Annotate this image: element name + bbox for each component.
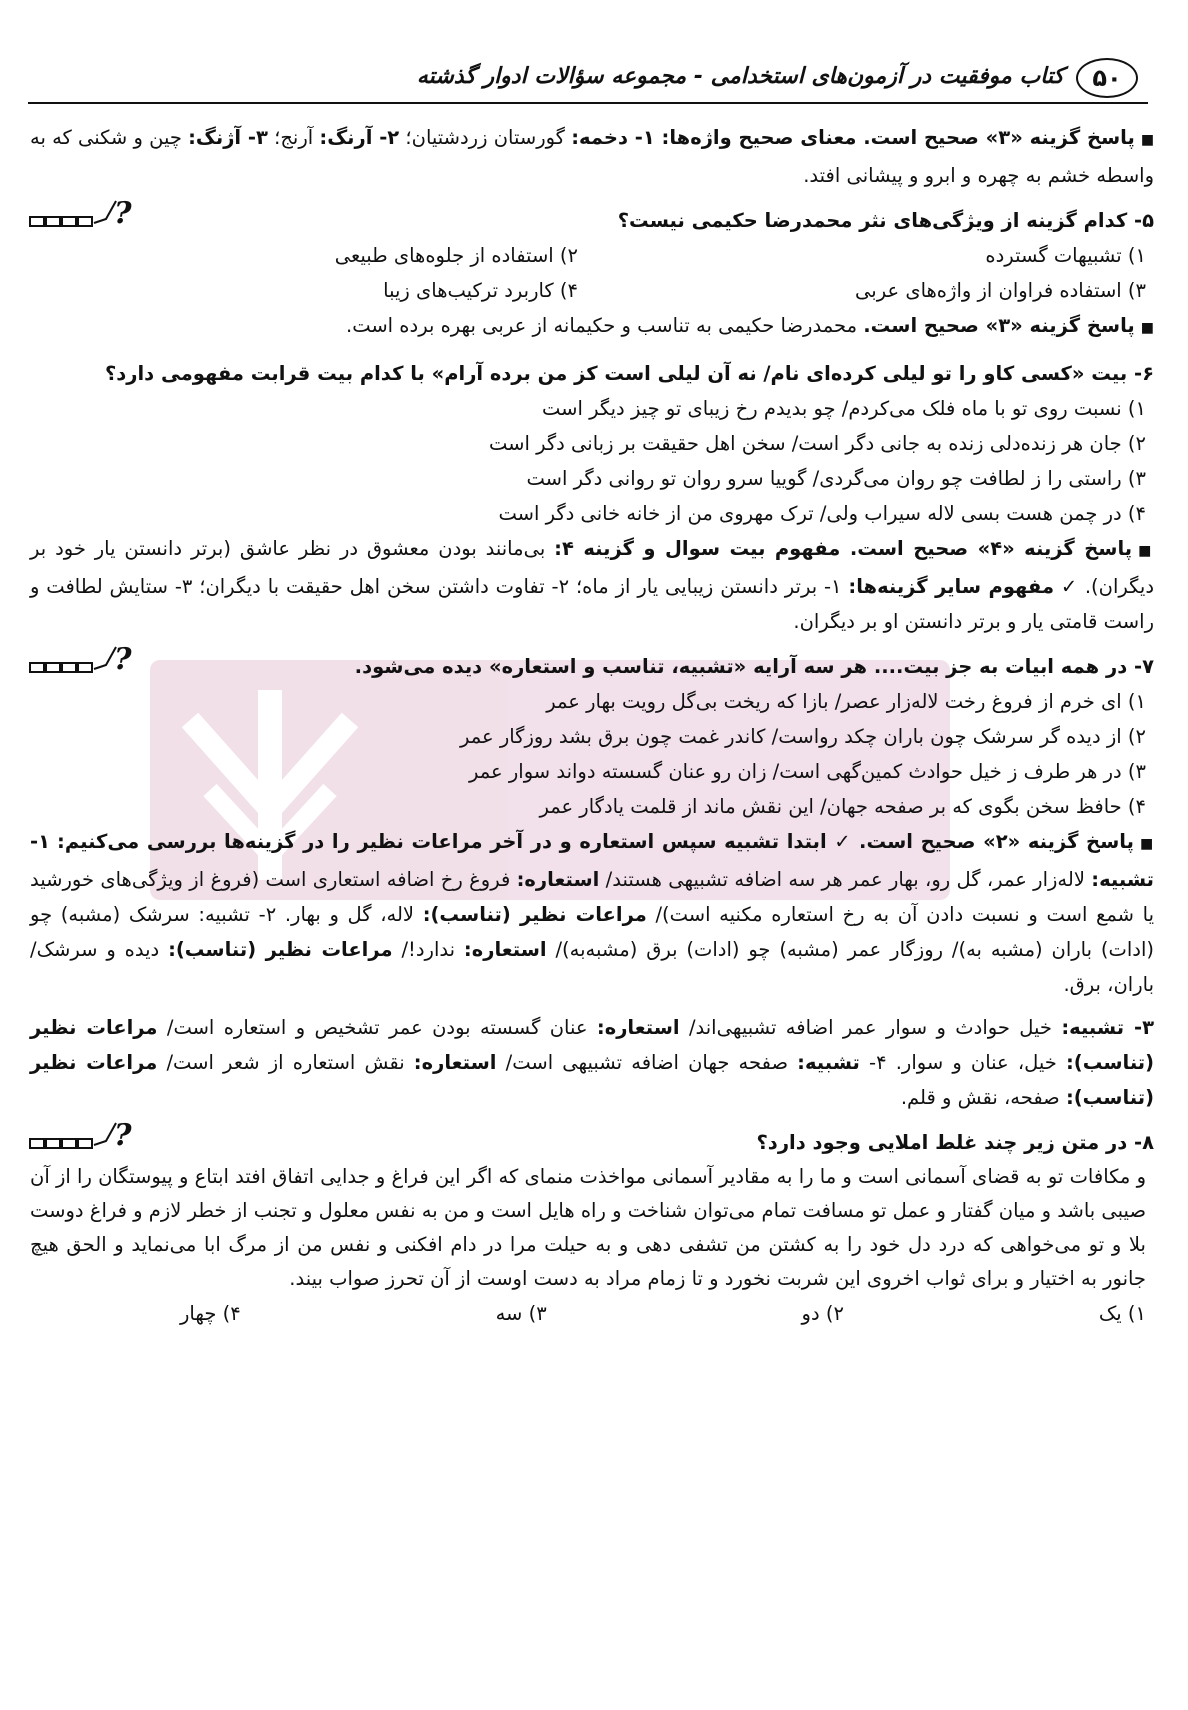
answer-term: استعاره: [516, 868, 600, 891]
question-text: ۸- در متن زیر چند غلط املایی وجود دارد؟ [756, 1131, 1154, 1154]
answer-term: ۱- تشبیه: [30, 830, 1155, 891]
answer-text: آرنج؛ [274, 126, 314, 149]
option-2[interactable]: ۲) دو [801, 1302, 844, 1325]
question-8-options [30, 1296, 1154, 1331]
option-4[interactable]: ۴) کاربرد ترکیب‌های زیبا [383, 279, 578, 302]
option-3[interactable]: ۳) راستی را ز لطافت چو روان می‌گردی/ گوییا سرو روان تو روانی دگر است [526, 467, 1146, 490]
answer-text: چین و شکنی که به واسطه خشم به چهره و ابرو و پیشانی افتد. [30, 126, 1154, 187]
question-7 [30, 642, 1154, 684]
answer-term: مفهوم سایر گزینه‌ها: [848, 575, 1055, 598]
option-2[interactable]: ۲) جان هر زنده‌دلی زنده به جانی دگر است/ سخن اهل حقیقت بر زبانی دگر است [489, 432, 1146, 455]
answer-text: دیده و سرشک/ باران، برق. [30, 938, 1154, 996]
answer-lead: پاسخ گزینه «۲» صحیح است. ✓ ابتدا تشبیه سپس استعاره و در آخر مراعات نظیر را در گزینه‌ها بررسی می‌کنیم: [57, 830, 1134, 853]
option-1[interactable]: ۱) نسبت روی تو با ماه فلک می‌کردم/ چو بدیدم رخ زیبای تو چیز دیگر است [542, 397, 1146, 420]
answer-text: نقش استعاره از شعر است/ [166, 1051, 405, 1074]
answer-term: ۲- آرنگ: [319, 126, 400, 149]
answer-term: مراعات نظیر (تناسب): [30, 1051, 1154, 1109]
answer-6: ■پاسخ گزینه «۴» صحیح است. مفهوم بیت سوال و گزینه ۴: بی‌مانند بودن معشوق در نظر عاشق (برتر دانستن یار خود بر دیگران). ✓ مفهوم سایر گزینه‌ها: ۱- برتر دانستن زیبایی یار از ماه؛ ۲- تفاوت داشتن سخن اهل حقیقت با دیگران؛ ۳- ستایش لطافت و راست قامتی یار و برتر دانستن او بر دیگران. [30, 537, 1155, 633]
question-8-passage: و مکافات تو به قضای آسمانی است و ما را به مقادیر آسمانی مواخذت منمای که اگر این فراغ و جدایی اتفاق افتد ابتاع و پیوستگان را از آن صیبی باشد و میان گفتار و عمل تو مسافت تمام می‌توان شناخت و راه هایل است و من به نفس معلول و تجنب از خطر لازم و فراغ دوست بلا و تو می‌خواهی که درد دل خود را به کشتن من تشفی دهی و به حیلت مرا در دام افکنی و نفس من از مرگ ابا می‌نماید و الحق هیچ جانور به اختیار و برای ثواب اخروی این شربت نخورد و تا زمام مراد به دست اوست از آن تحرز صواب بیند. [30, 1165, 1146, 1290]
page-number: ۵۰ [1076, 58, 1138, 98]
option-4[interactable]: ۴) حافظ سخن بگوی که بر صفحه جهان/ این نقش ماند از قلمت یادگار عمر [539, 795, 1146, 818]
svg-text:?: ? [114, 642, 132, 677]
review-marker-icon [28, 639, 138, 679]
answer-term: مراعات نظیر (تناسب): [30, 1016, 1155, 1074]
answer-term: استعاره: [596, 1016, 680, 1039]
question-5-options [30, 238, 1154, 308]
answer-term: ۳- آژنگ: [188, 126, 268, 149]
answer-term: مراعات نظیر (تناسب): [168, 938, 393, 961]
answer-5: ■پاسخ گزینه «۳» صحیح است. محمدرضا حکیمی به تناسب و حکیمانه از عربی بهره برده است. [346, 314, 1154, 337]
answer-text: ۱- برتر دانستن زیبایی یار از ماه؛ ۲- تفاوت داشتن سخن اهل حقیقت با دیگران؛ ۳- ستایش لطافت و راست قامتی یار و برتر دانستن او بر دیگران. [30, 575, 1154, 633]
question-8 [30, 1118, 1154, 1160]
option-1[interactable]: ۱) تشبیهات گسترده [985, 244, 1146, 267]
answer-term: مراعات نظیر (تناسب): [422, 903, 647, 926]
answer-previous: ■پاسخ گزینه «۳» صحیح است. معنای صحیح واژه‌ها: ۱- دخمه: گورستان زردشتیان؛ ۲- آرنگ: آرنج؛ ۳- آژنگ: چین و شکنی که به واسطه خشم به چهره و ابرو و پیشانی افتد. [30, 126, 1155, 187]
question-5 [30, 196, 1154, 238]
answer-7: ■پاسخ گزینه «۲» صحیح است. ✓ ابتدا تشبیه سپس استعاره و در آخر مراعات نظیر را در گزینه‌ها بررسی می‌کنیم: ۱- تشبیه: لاله‌زار عمر، گل رو، بهار عمر هر سه اضافه تشبیهی هستند/ استعاره: فروغ رخ اضافه استعاری است (فروغ از ویژگی‌های خورشید یا شمع است و نسبت دادن آن به رخ استعاره مکنیه است)/ مراعات نظیر (تناسب): لاله، گل و بهار. ۲- تشبیه: سرشک (مشبه) چو (ادات) باران (مشبه به)/ روزگار عمر (مشبه) چو (ادات) برق (مشبه‌به)/ استعاره: ندارد!/ مراعات نظیر (تناسب): دیده و سرشک/ باران، برق. [30, 830, 1155, 996]
option-2[interactable]: ۲) استفاده از جلوه‌های طبیعی [334, 244, 578, 267]
option-1[interactable]: ۱) یک [1098, 1302, 1146, 1325]
question-text: ۷- در همه ابیات به جز بیت.... هر سه آرایه «تشبیه، تناسب و استعاره» دیده می‌شود. [354, 655, 1154, 678]
option-3[interactable]: ۳) سه [495, 1302, 547, 1325]
answer-text: صفحه، نقش و قلم. [900, 1086, 1060, 1109]
answer-text: بی‌مانند بودن معشوق در نظر عاشق (برتر دانستن یار خود بر دیگران). [30, 537, 1155, 598]
answer-text: خیل، عنان و سوار. ۴- [869, 1051, 1057, 1074]
option-3[interactable]: ۳) استفاده فراوان از واژه‌های عربی [855, 279, 1146, 302]
answer-text: خیل حوادث و سوار عمر اضافه تشبیهی‌اند/ [688, 1016, 1052, 1039]
question-7-options [30, 684, 1154, 824]
answer-text: ندارد!/ [401, 938, 456, 961]
question-text: ۵- کدام گزینه از ویژگی‌های نثر محمدرضا حکیمی نیست؟ [617, 209, 1154, 232]
option-2[interactable]: ۲) از دیده گر سرشک چون باران چکد رواست/ کاندر غمت چون برق بشد روزگار عمر [459, 725, 1146, 748]
question-6-options [30, 391, 1154, 531]
page-content [30, 120, 1154, 1331]
answer-text: محمدرضا حکیمی به تناسب و حکیمانه از عربی بهره برده است. [346, 314, 858, 337]
review-marker-icon [28, 193, 138, 233]
answer-lead: پاسخ گزینه «۳» صحیح است. [863, 314, 1135, 337]
svg-text:?: ? [114, 1118, 132, 1153]
answer-text: صفحه جهان اضافه تشبیهی است/ [505, 1051, 789, 1074]
answer-term: ۳- تشبیه: [1061, 1016, 1155, 1039]
header-title: کتاب موفقیت در آزمون‌های استخدامی - مجموعه سؤالات ادوار گذشته [416, 64, 1064, 89]
answer-text: لاله، گل و بهار. ۲- تشبیه: سرشک (مشبه) چو (ادات) باران (مشبه به)/ روزگار عمر (مشبه) چو (ادات) برق (مشبه‌به)/ [30, 903, 1154, 961]
answer-text: لاله‌زار عمر، گل رو، بهار عمر هر سه اضافه تشبیهی هستند/ [605, 868, 1085, 891]
option-1[interactable]: ۱) ای خرم از فروغ رخت لاله‌زار عصر/ بازا که ریخت بی‌گل رویت بهار عمر [546, 690, 1146, 713]
answer-7-continued [30, 1010, 1154, 1115]
svg-text:?: ? [114, 196, 132, 231]
check-icon: ✓ [1060, 575, 1078, 598]
option-3[interactable]: ۳) در هر طرف ز خیل حوادث کمین‌گهی است/ زان رو عنان گسسته دواند سوار عمر [469, 760, 1146, 783]
option-4[interactable]: ۴) چهار [180, 1302, 241, 1325]
answer-lead: پاسخ گزینه «۳» صحیح است. معنای صحیح واژه‌ها: ۱- دخمه: [571, 126, 1135, 149]
review-marker-icon [28, 1115, 138, 1155]
option-4[interactable]: ۴) در چمن هست بسی لاله سیراب ولی/ ترک مهروی من از خانه خانی دگر است [498, 502, 1146, 525]
question-6 [30, 356, 1154, 391]
answer-term: استعاره: [463, 938, 547, 961]
question-text: ۶- بیت «کسی کاو را تو لیلی کرده‌ای نام/ نه آن لیلی است کز من برده آرام» با کدام بیت قرابت مفهومی دارد؟ [104, 362, 1154, 385]
page-header [28, 54, 1148, 104]
answer-text: گورستان زردشتیان؛ [405, 126, 565, 149]
answer-text: عنان گسسته بودن عمر تشخیص و استعاره است/ [166, 1016, 588, 1039]
answer-term: تشبیه: [797, 1051, 860, 1074]
answer-term: استعاره: [413, 1051, 497, 1074]
answer-text: فروغ رخ اضافه استعاری است (فروغ از ویژگی‌های خورشید یا شمع است و نسبت دادن آن به رخ استعاره مکنیه است)/ [30, 868, 1155, 926]
answer-lead: پاسخ گزینه «۴» صحیح است. مفهوم بیت سوال و گزینه ۴: [554, 537, 1133, 560]
